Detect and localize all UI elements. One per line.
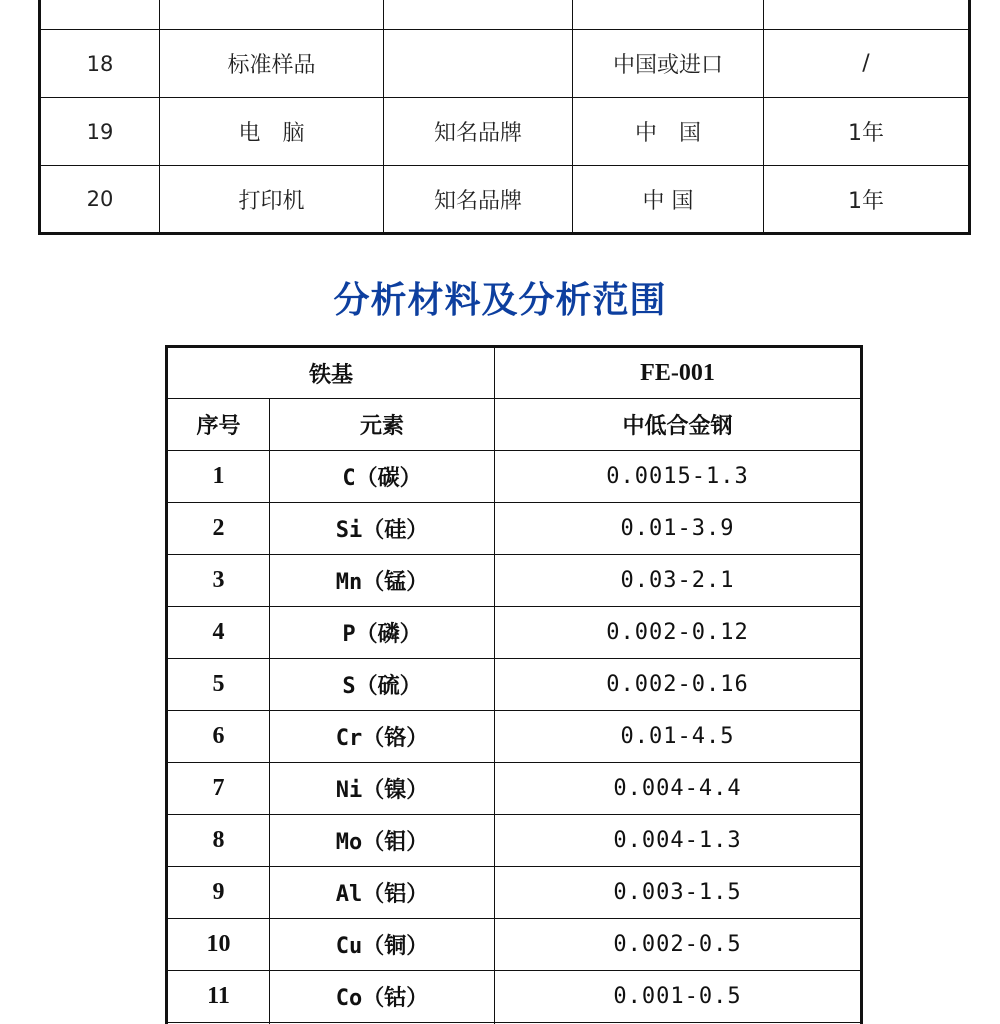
equipment-brand [384, 0, 573, 30]
equipment-origin: 中 国 [573, 98, 764, 166]
equipment-brand [384, 30, 573, 98]
row-number: 18 [40, 30, 160, 98]
content-range: 0.001-0.5 [495, 971, 862, 1023]
element-name: S（硫） [270, 659, 495, 711]
row-number: 5 [167, 659, 270, 711]
equipment-warranty: / [764, 30, 970, 98]
row-number: 7 [167, 763, 270, 815]
element-name: Ni（镍） [270, 763, 495, 815]
table-row [167, 659, 862, 711]
equipment-name: 打印机 [160, 166, 384, 234]
equipment-name: 电 脑 [160, 98, 384, 166]
row-number: 3 [167, 555, 270, 607]
table-row [167, 711, 862, 763]
row-number: 4 [167, 607, 270, 659]
table-row [40, 0, 970, 30]
table-row [167, 451, 862, 503]
equipment-warranty [764, 0, 970, 30]
content-range: 0.002-0.12 [495, 607, 862, 659]
equipment-warranty: 1年 [764, 166, 970, 234]
element-name: Mn（锰） [270, 555, 495, 607]
content-range: 0.003-1.5 [495, 867, 862, 919]
table-row [167, 971, 862, 1023]
content-range: 0.004-1.3 [495, 815, 862, 867]
content-range: 0.002-0.5 [495, 919, 862, 971]
equipment-table [38, 0, 971, 235]
content-range: 0.03-2.1 [495, 555, 862, 607]
table-row [167, 867, 862, 919]
element-name: Cu（铜） [270, 919, 495, 971]
content-range: 0.01-3.9 [495, 503, 862, 555]
equipment-warranty: 1年 [764, 98, 970, 166]
row-number: 11 [167, 971, 270, 1023]
table-row [167, 503, 862, 555]
table-row [40, 30, 970, 98]
equipment-name [160, 0, 384, 30]
element-name: C（碳） [270, 451, 495, 503]
equipment-origin: 中国或进口 [573, 30, 764, 98]
element-name: Cr（铬） [270, 711, 495, 763]
equipment-origin: 中 国 [573, 166, 764, 234]
element-name: Co（钴） [270, 971, 495, 1023]
table-row [40, 166, 970, 234]
table-row [167, 815, 862, 867]
base-material-label: 铁基 [167, 347, 495, 399]
equipment-brand: 知名品牌 [384, 98, 573, 166]
content-range: 0.002-0.16 [495, 659, 862, 711]
element-name: Mo（钼） [270, 815, 495, 867]
content-range: 0.01-4.5 [495, 711, 862, 763]
row-number: 6 [167, 711, 270, 763]
row-number: 20 [40, 166, 160, 234]
row-number: 10 [167, 919, 270, 971]
row-number: 9 [167, 867, 270, 919]
row-number: 8 [167, 815, 270, 867]
table-row [167, 555, 862, 607]
table-row [40, 98, 970, 166]
row-number [40, 0, 160, 30]
equipment-name: 标准样品 [160, 30, 384, 98]
equipment-brand: 知名品牌 [384, 166, 573, 234]
content-range: 0.0015-1.3 [495, 451, 862, 503]
equipment-origin [573, 0, 764, 30]
row-number: 19 [40, 98, 160, 166]
header-number: 序号 [167, 399, 270, 451]
row-number: 2 [167, 503, 270, 555]
element-name: P（磷） [270, 607, 495, 659]
element-name: Al（铝） [270, 867, 495, 919]
analysis-range-table [165, 345, 863, 1024]
element-name: Si（硅） [270, 503, 495, 555]
content-range: 0.004-4.4 [495, 763, 862, 815]
section-title: 分析材料及分析范围 [333, 280, 667, 321]
table-row [167, 763, 862, 815]
header-material: 中低合金钢 [495, 399, 862, 451]
table-row [167, 919, 862, 971]
table-row [167, 607, 862, 659]
material-code: FE-001 [495, 347, 862, 399]
table-header-row [167, 399, 862, 451]
header-element: 元素 [270, 399, 495, 451]
row-number: 1 [167, 451, 270, 503]
table-header-row [167, 347, 862, 399]
